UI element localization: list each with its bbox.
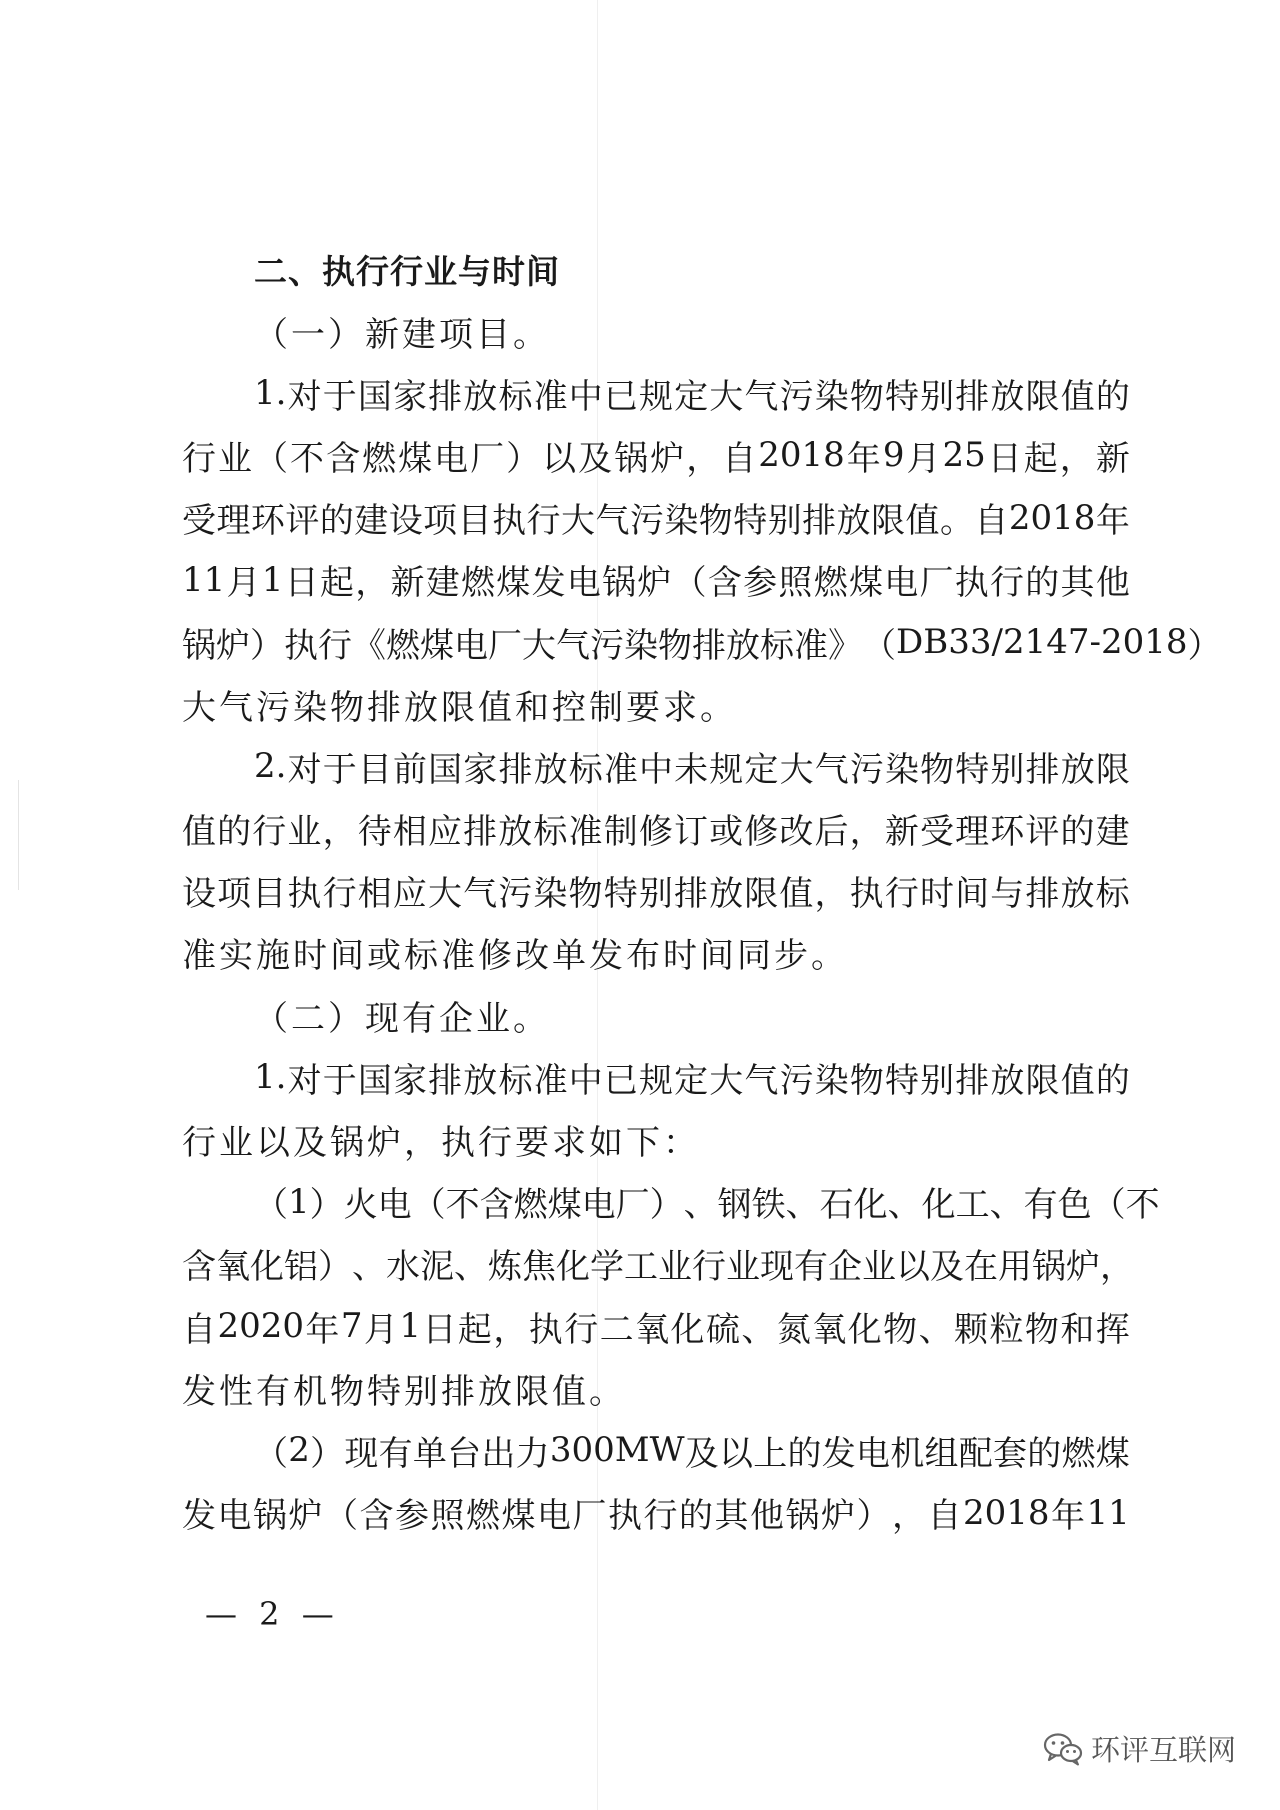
- text-line: 大气污染物排放限值和控制要求。: [182, 687, 737, 728]
- text-line: 受 理 环 评 的 建 设 项 目 执 行 大 气 污 染 物 特 别 排 放 限 值 。 自 2018 年: [182, 497, 1130, 542]
- document-body: [182, 238, 1222, 1544]
- text-line: （ 2 ） 现 有 单 台 出 力 300MW 及 以 上 的 发 电 机 组 配 套 的 燃 煤: [254, 1430, 1130, 1474]
- text-line: 发 电 锅 炉 （ 含 参 照 燃 煤 电 厂 执 行 的 其 他 锅 炉 ） ， 自 2018 年 11: [182, 1492, 1130, 1537]
- scan-edge-mark: [18, 780, 19, 890]
- text-line: 行 业 （ 不 含 燃 煤 电 厂 ） 以 及 锅 炉 ， 自 2018 年 9 月 25 日 起 ， 新: [182, 435, 1130, 479]
- text-line: 发性有机物特别排放限值。: [182, 1371, 626, 1412]
- section-heading: 二、执行行业与时间: [254, 251, 560, 291]
- page-number: — 2 —: [205, 1595, 340, 1633]
- text-line: 行业以及锅炉，执行要求如下：: [182, 1123, 700, 1164]
- wechat-icon: [1043, 1732, 1083, 1766]
- text-line: 含 氧 化 铝 ） 、 水 泥 、 炼 焦 化 学 工 业 行 业 现 有 企 业 以 及 在 用 锅 炉 ，: [182, 1247, 1134, 1288]
- text-line: 2. 对 于 目 前 国 家 排 放 标 准 中 未 规 定 大 气 污 染 物 特 别 排 放 限: [254, 746, 1130, 790]
- text-line: （ 1 ） 火 电 （ 不 含 燃 煤 电 厂 ） 、 钢 铁 、 石 化 、 化 工 、 有 色 （ 不: [254, 1181, 1160, 1226]
- text-line: 设 项 目 执 行 相 应 大 气 污 染 物 特 别 排 放 限 值 ， 执 行 时 间 与 排 放 标: [182, 874, 1130, 915]
- text-line: 锅 炉 ） 执 行 《 燃 煤 电 厂 大 气 污 染 物 排 放 标 准 》 （ DB33/ 2147-2018 ）: [182, 622, 1222, 666]
- watermark: [1043, 1728, 1236, 1769]
- text-line: （一）新建项目。: [254, 314, 550, 355]
- text-line: 1. 对 于 国 家 排 放 标 准 中 已 规 定 大 气 污 染 物 特 别 排 放 限 值 的: [254, 373, 1130, 417]
- paragraph-lines: [182, 300, 1222, 1544]
- watermark-text: 环评互联网: [1091, 1733, 1237, 1767]
- text-line: 自 2020 年 7 月 1 日 起 ， 执 行 二 氧 化 硫 、 氮 氧 化 物 、 颗 粒 物 和 挥: [182, 1306, 1130, 1350]
- text-line: （二）现有企业。: [254, 998, 550, 1039]
- text-line: 1. 对 于 国 家 排 放 标 准 中 已 规 定 大 气 污 染 物 特 别 排 放 限 值 的: [254, 1057, 1130, 1101]
- text-line: 准实施时间或标准修改单发布时间同步。: [182, 936, 848, 977]
- text-line: 11 月 1 日 起 ， 新 建 燃 煤 发 电 锅 炉 （ 含 参 照 燃 煤 电 厂 执 行 的 其 他: [182, 559, 1130, 604]
- text-line: 值 的 行 业 ， 待 相 应 排 放 标 准 制 修 订 或 修 改 后 ， 新 受 理 环 评 的 建: [182, 812, 1130, 853]
